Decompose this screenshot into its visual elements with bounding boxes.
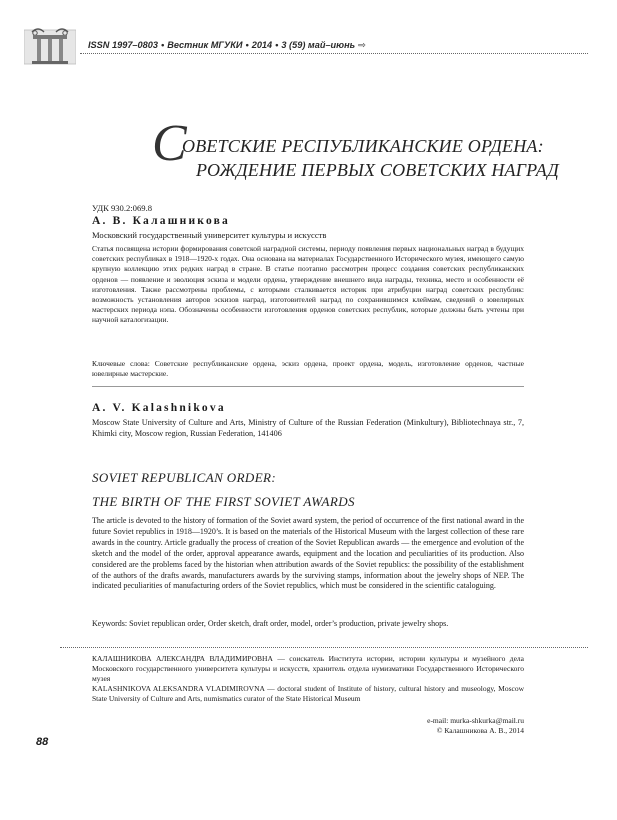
author-ru: А. В. Калашникова [92, 215, 230, 227]
title-en-line2: THE BIRTH OF THE FIRST SOVIET AWARDS [92, 494, 355, 509]
journal-header: ISSN 1997–0803 • Вестник МГУКИ • 2014 • 3 (59) май–июнь ⇨ [88, 40, 366, 50]
abstract-en: The article is devoted to the history of formation of the Soviet award system, the period of occurrence of the first national award in the future Soviet republics in 1918—1920’s. It is based on the materials of the Historical Museum with the largest collection of these rare awards in the country. Article gradually the process of creation of the Soviet Republican awards — the emergence and evolution of the sketch and the model of the order, approval appearance awards, equipment and the location and peculiarities of its production. Also considered are the problems faced by the historian when attribution awards of the Soviet republics: the possibility of the establishment of the authors of the drafts awards, manufacturers awards by the surviving stamps, information about the jewelry shops of NEP. The indicated peculiarities of manufacturing orders of the Soviet republics, which must be considered in the scientific cataloguing. [92, 516, 524, 591]
author-en: A. V. Kalashnikova [92, 402, 226, 414]
affiliation-en: Moscow State University of Culture and Arts, Ministry of Culture of the Russian Federation (Minkultury), Bibliotechnaya str., 7, Khimki city, Moscow region, Russian Federation, 141406 [92, 418, 524, 438]
author-email[interactable]: e-mail: murka-shkurka@mail.ru [427, 716, 524, 725]
footer-dotted-rule [60, 647, 588, 648]
author-bio-ru: КАЛАШНИКОВА АЛЕКСАНДРА ВЛАДИМИРОВНА — соискатель Института истории, истории культуры и музейного дела Московского государственного университета культуры и искусств, хранитель отдела нумизматики Государственного Исторического музея [92, 654, 524, 684]
column-logo-icon [24, 22, 76, 66]
udk-code: УДК 930.2:069.8 [92, 203, 153, 213]
journal-issue: 3 (59) май–июнь [281, 40, 356, 50]
journal-name: Вестник МГУКИ [167, 40, 243, 50]
author-bio-en: KALASHNIKOVA ALEKSANDRA VLADIMIROVNA — doctoral student of Institute of history, cultural history and museology, Moscow State University of Culture and Arts, numismatics curator of the State Historical Museum [92, 684, 524, 704]
affiliation-ru: Московский государственный университет культуры и искусств [92, 230, 327, 240]
keywords-ru: Ключевые слова: Советские республиканские ордена, эскиз ордена, проект ордена, модель, изготовление орденов, частные ювелирные мастерские. [92, 359, 524, 379]
issn: ISSN 1997–0803 [88, 40, 158, 50]
copyright: © Калашникова А. В., 2014 [436, 726, 524, 735]
title-ru-line2: РОЖДЕНИЕ ПЕРВЫХ СОВЕТСКИХ НАГРАД [196, 160, 559, 180]
title-ru-line1: ОВЕТСКИЕ РЕСПУБЛИКАНСКИЕ ОРДЕНА: [182, 136, 544, 156]
title-dropcap: С [152, 115, 187, 172]
title-en-line1: SOVIET REPUBLICAN ORDER: [92, 470, 277, 485]
keywords-en: Keywords: Soviet republican order, Order sketch, draft order, model, order’s production, private jewelry shops. [92, 619, 449, 628]
arrow-right-icon: ⇨ [358, 40, 366, 50]
header-rule [80, 53, 588, 54]
section-divider [92, 386, 524, 387]
journal-year: 2014 [251, 40, 273, 50]
abstract-ru: Статья посвящена истории формирования советской наградной системы, периоду появления первых национальных наград в будущих советских республиках в 1918—1920-х годах. Она основана на материалах Государственного Исторического музея, имеющего самую крупную коллекцию этих редких наград в стране. В статье поэтапно рассмотрен процесс создания советских республиканских орденов — появление и эволюция эскиза и модели ордена, утверждение внешнего вида награды, техника, место и особенности её изготовления. Также рассмотрены проблемы, с которыми сталкивается историк при атрибуции наград советских республик: возможность установления авторов эскизов наград, изготовителей наград по сохранившимся клеймам, сведений о ювелирных мастерских периода нэпа. Обозначены особенности изготовления орденов советских республик, которые должны быть учтены при научной каталогизации. [92, 244, 524, 325]
page-number: 88 [36, 736, 49, 748]
